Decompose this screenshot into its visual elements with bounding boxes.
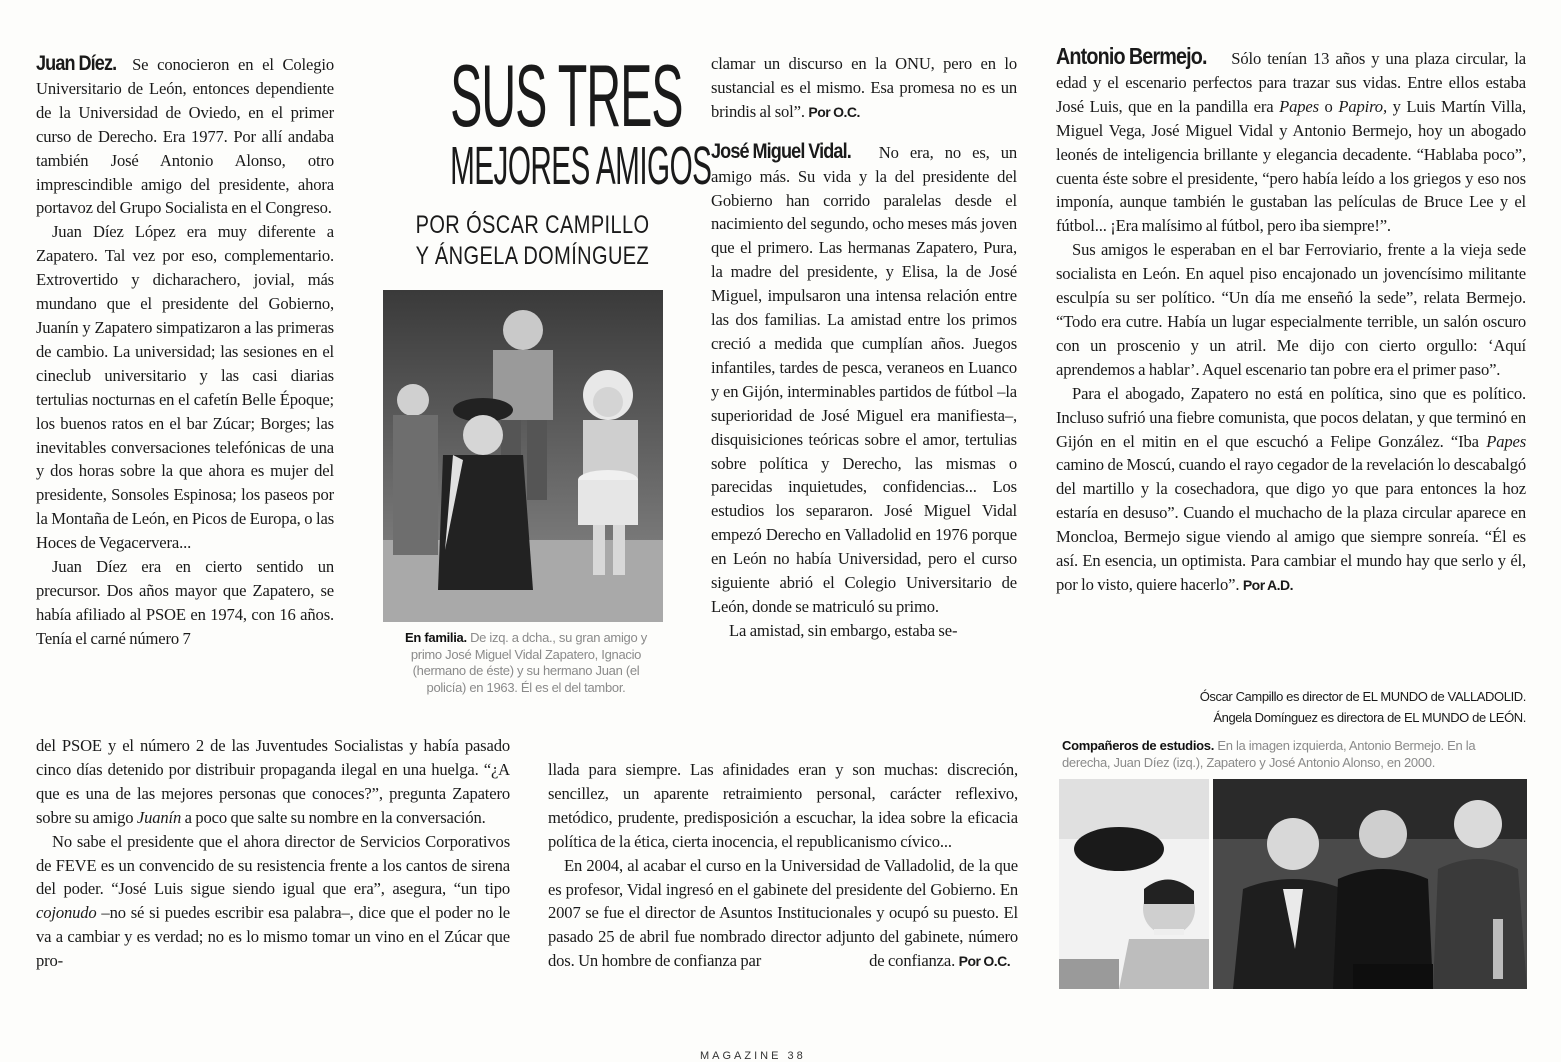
author-credits: Óscar Campillo es director de EL MUNDO de VALLADOLID. Ángela Domínguez es directora de EL MUNDO de LEÓN. (1199, 689, 1526, 725)
paragraph: Juan Díez López era muy diferente a Zapatero. Tal vez por eso, complementario. Extrovertido y dicharachero, jovial, más mundano que el presidente del Gobierno, Juanín y Zapatero simpatizaron a las primeras de cambio. La universidad; las sesiones en el cineclub universitario y las casi diarias tertulias nocturnas en el cafetín Belle Époque; los buenos ratos en el bar Zúcar; Borges; las inevitables conversaciones telefónicas de una y dos horas sobre la que ahora es mujer del presidente, Sonsoles Espinosa; los paseos por la Montaña de León, en Picos de Europa, o las Hoces de Vegacervera... (36, 222, 334, 553)
column-4: Antonio Bermejo. Sólo tenían 13 años y una plaza circular, la edad y el escenario perfectos para trazar sus vidas. Entre ellos estaba José Luis, que en la pandilla era Papes o Papiro, y Luis Martín Villa, Miguel Vega, José Miguel Vidal y Antonio Bermejo, hoy un abogado leonés de inteligencia brillante y elegancia decadente. “Hablaba poco”, cuenta éste sobre el presidente, “pero había leído a los griegos y eso nos imponía, aunque también le gustaban las películas de Bruce Lee y el fútbol... ¡Era malísimo al fútbol, pero iba siempre!”. Sus amigos le esperaban en el bar Ferroviario, frente a la vieja sede socialista en León. En aquel piso encajonado un jovencísimo militante esculpía su ser político. “Un día me enseñó la sede”, relata Bermejo. “Todo era cutre. Había un lugar especialmente terrible, un salón oscuro con un proscenio y un atril. Me dijo con cierto orgullo: ‘Aquí aprendemos a hablar’. Aquel escenario tan pobre era el primer paso”. Para el abogado, Zapatero no está en política, sino que es político. Incluso sufrió una fiebre comunista, que pocos delatan, y que terminó en Gijón en el mitin en el que escuchó a Felipe González. “Iba Papes camino de Moscú, cuando el rayo cegador de la revelación lo descabalgó del martillo y la cosechadora, que digo yo que para entonces la hoz estaría en desuso”. Cuando el muchacho de la plaza circular aparece en Moncloa, Bermejo sigue viendo al amigo que siempre sonreía. “Él es así. En esencia, un optimista. Para cambiar el mundo hay que serlo y él, por lo visto, quiere hacerlo”. Por A.D. (1056, 43, 1527, 594)
section-heading-juan-diez: Juan Díez. (36, 52, 117, 75)
article-headline (388, 46, 712, 272)
headline-line-1: SUS TRES (450, 46, 683, 145)
bermejo-photo (1059, 779, 1209, 989)
headline-line-2: MEJORES AMIGOS (450, 136, 712, 196)
byline-2: Y ÁNGELA DOMÍNGUEZ (415, 242, 650, 270)
family-photo (383, 290, 663, 622)
friends-photo (1213, 779, 1527, 989)
family-photo-image (383, 290, 663, 622)
column-3: clamar un discurso en la ONU, pero en lo sustancial es el mismo. Esa promesa no es un brindis al sol”. Por O.C. José Miguel Vidal. No era, no es, un amigo más. Su vida y la del presidente del Gobierno han corrido paralelas desde el nacimiento del segundo, ocho meses más joven que el primero. Las hermanas Zapatero, Pura, la madre del presidente, y Elisa, la de José Miguel, impulsaron una intensa relación entre las dos familias. La amistad entre los primos creció a medida que cumplían años. Juegos infantiles, tardes de pesca, veraneos en Luanco y en Gijón, interminables partidos de fútbol –la superioridad de José Miguel era manifiesta–, disquisiciones teóricas sobre el amor, tertulias sobre política y Derecho, las mismas o parecidas inquietudes, confidencias... Los estudios los separaron. José Miguel Vidal empezó Derecho en Valladolid en 1976 porque en León no había Universidad, pero el curso siguiente abrió el Colegio Universitario de León, donde se matriculó su primo. La amistad, sin embargo, estaba se- (711, 54, 1018, 640)
bermejo-photo-image (1059, 779, 1209, 989)
section-heading-antonio-bermejo: Antonio Bermejo. (1056, 43, 1207, 69)
study-photo-caption: Compañeros de estudios. En la imagen izquierda, Antonio Bermejo. En la derecha, Juan Díez (izq.), Zapatero y José Antonio Alonso, en 2000. (1062, 738, 1476, 770)
signature-ad: Por A.D. (1242, 576, 1294, 593)
family-photo-caption: En familia. De izq. a dcha., su gran amigo y primo José Miguel Vidal Zapatero, Ignacio (hermano de éste) y su hermano Juan (el policía) en 1963. Él es el del tambor. (405, 630, 647, 695)
column-1-bottom: del PSOE y el número 2 de las Juventudes Socialistas y había pasado cinco días detenido por distribuir propaganda ilegal en una huelga. “¿A que es una de las mejores personas que conoces?”, pregunta Zapatero sobre su amigo Juanín a poco que salte su nombre en la conversación. No sabe el presidente que el ahora director de Servicios Corporativos de FEVE es un convencido de su resistencia frente a los cantos de sirena del poder. “José Luis sigue siendo igual que era”, asegura, “un tipo cojonudo –no sé si puedes escribir esa palabra–, dice que el poder no le va a cambiar y es verdad; no es lo mismo tomar un vino en el Zúcar que pro- (36, 736, 510, 971)
paragraph: Juan Díez era en cierto sentido un precursor. Dos años mayor que Zapatero, se había afiliado al PSOE en 1974, con 16 años. Tenía el carné número 7 (36, 557, 334, 648)
signature-oc: Por O.C. (958, 953, 1011, 970)
signature-oc: Por O.C. (808, 103, 860, 120)
section-heading-jose-miguel-vidal: José Miguel Vidal. (711, 139, 851, 163)
byline-1: POR ÓSCAR CAMPILLO (415, 211, 650, 239)
column-3-bottom: llada para siempre. Las afinidades eran y son muchas: discreción, sencillez, un aparente retraimiento personal, carácter reflexivo, metódico, prudente, predisposición a escuchar, la idea sobre la eficacia política de la ética, cierta inocencia, el republicanismo cívico... En 2004, al acabar el curso en la Universidad de Valladolid, de la que es profesor, Vidal ingresó en el gabinete del presidente del Gobierno. En 2007 se fue el director de Asuntos Institucionales y ocupó su puesto. El pasado 25 de abril fue nombrado director adjunto del gabinete, número dos. Un hombre de confianza par de confianza. Por O.C. (548, 760, 1018, 971)
column-1 (36, 52, 334, 651)
friends-photo-image (1213, 779, 1527, 989)
paragraph: Se conocieron en el Colegio Universitario de León, entonces dependiente de la Universidad de Oviedo, en el primer curso de Derecho. Era 1977. Por allí andaba también José Antonio Alonso, otro imprescindible amigo del presidente, ahora portavoz del Grupo Socialista en el Congreso. (36, 55, 334, 218)
page-footer: MAGAZINE 38 (700, 1050, 806, 1062)
